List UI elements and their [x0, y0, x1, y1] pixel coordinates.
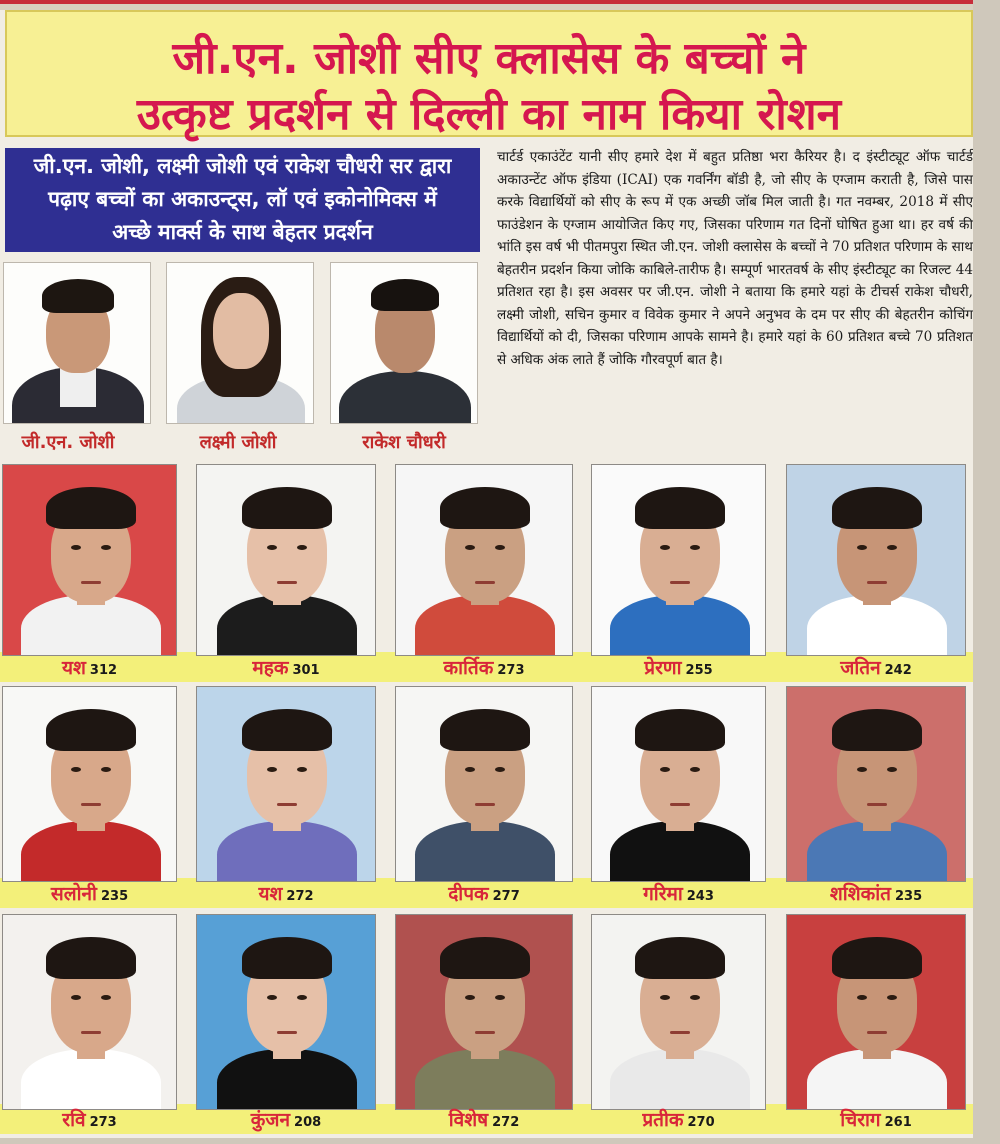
student-photo [786, 686, 966, 882]
student-score: 243 [686, 889, 714, 904]
student-photo [196, 464, 376, 656]
student-photo [196, 914, 376, 1110]
student-name: सलोनी [50, 883, 97, 905]
student-label [196, 654, 376, 680]
student-score: 272 [286, 889, 314, 904]
student-name: चिराग [840, 1109, 881, 1131]
student-score: 242 [884, 663, 912, 678]
student-photo [395, 914, 573, 1110]
teacher-photo [3, 262, 151, 424]
subheadline-box [5, 148, 480, 252]
student-name: कार्तिक [443, 657, 494, 679]
student-name: प्रेरणा [644, 657, 682, 679]
student-name: गरिमा [643, 883, 683, 905]
student-photo [2, 914, 177, 1110]
student-score: 272 [492, 1115, 520, 1130]
student-label [2, 1106, 177, 1132]
student-score: 235 [894, 889, 923, 904]
student-label [196, 1106, 376, 1132]
student-score: 255 [685, 663, 713, 678]
student-score: 235 [100, 889, 129, 904]
student-score: 273 [497, 663, 525, 678]
subheadline-line-1: जी.एन. जोशी, लक्ष्मी जोशी एवं राकेश चौधरी सर द्वारा [33, 154, 452, 178]
student-photo [2, 686, 177, 882]
student-name: प्रतीक [642, 1109, 684, 1131]
student-label [591, 654, 766, 680]
student-name: कुंजन [250, 1109, 291, 1131]
student-label [196, 880, 376, 906]
page-edge [973, 0, 1000, 1144]
student-photo [591, 686, 766, 882]
student-score: 261 [884, 1115, 912, 1130]
student-photo [395, 686, 573, 882]
student-name: रवि [62, 1109, 86, 1131]
student-score: 270 [687, 1115, 715, 1130]
student-label [591, 1106, 766, 1132]
student-photo [2, 464, 177, 656]
student-label [786, 880, 966, 906]
page-edge-bottom [0, 1138, 1000, 1144]
teacher-photo [330, 262, 478, 424]
subheadline-line-2: पढ़ाए बच्चों का अकाउन्ट्स, लॉ एवं इकोनोमिक्स में [48, 187, 437, 211]
student-label [786, 654, 966, 680]
student-photo [786, 464, 966, 656]
headline-line-1: जी.एन. जोशी सीए क्लासेस के बच्चों ने [172, 33, 806, 84]
student-name: यश [61, 657, 86, 679]
student-name: विशेष [448, 1109, 489, 1131]
student-label [786, 1106, 966, 1132]
subheadline-line-3: अच्छे मार्क्स के साथ बेहतर प्रदर्शन [112, 220, 373, 244]
student-photo [591, 914, 766, 1110]
teacher-name: जी.एन. जोशी [21, 432, 115, 453]
teacher-name: राकेश चौधरी [362, 432, 446, 453]
article-body: चार्टर्ड एकाउंटेंट यानी सीए हमारे देश में बहुत प्रतिष्ठा भरा कैरियर है। द इंस्टीट्यूट ऑफ चार्टर्ड अकाउन्टेंट ऑफ इंडिया (ICAI) एक गवर्निंग बॉडी है, जो सीए के एग्जाम कराती है, जिसे पास करके विद्यार्थियों को सीए के रूप में एक अच्छी जॉब मिल जाती है। गत नवम्बर, 2018 में सीए फाउंडेशन के एग्जाम आयोजित किए गए, जिसका परिणाम गत दिनों घोषित हुआ था। हर वर्ष की भांति इस वर्ष भी पीतमपुरा स्थित जी.एन. जोशी क्लासेस के बच्चों ने 70 प्रतिशत परिणाम के साथ बेहतरीन प्रदर्शन किया जोकि काबिले-तारीफ है। सम्पूर्ण भारतवर्ष के सीए इंस्टीट्यूट का रिजल्ट 44 प्रतिशत रहा है। इस अवसर पर जी.एन. जोशी ने बताया कि हमारे यहां के टीचर्स राकेश चौधरी, लक्ष्मी जोशी, सचिन कुमार व विवेक कुमार ने अपने अनुभव के दम पर सीए की बेहतरीन कोचिंग विद्यार्थियों को दी, जिसका परिणाम आपके सामने है। हमारे यहां के 60 प्रतिशत बच्चे 70 प्रतिशत से अधिक अंक लाते हैं जोकि गौरवपूर्ण बात है। [497, 149, 973, 368]
student-photo [591, 464, 766, 656]
student-photo [786, 914, 966, 1110]
student-name: दीपक [448, 883, 489, 905]
headline-line-2: उत्कृष्ट प्रदर्शन से दिल्ली का नाम किया रोशन [136, 89, 842, 140]
student-name: जतिन [840, 657, 881, 679]
student-score: 301 [292, 663, 320, 678]
student-score: 208 [294, 1115, 322, 1130]
student-name: महक [252, 657, 289, 679]
student-name: यश [258, 883, 283, 905]
student-label [395, 1106, 573, 1132]
student-label [2, 880, 177, 906]
student-name: शशिकांत [829, 883, 891, 905]
student-score: 277 [492, 889, 520, 904]
student-label [2, 654, 177, 680]
student-photo [196, 686, 376, 882]
student-photo [395, 464, 573, 656]
student-label [591, 880, 766, 906]
teacher-name: लक्ष्मी जोशी [199, 432, 277, 453]
student-label [395, 880, 573, 906]
teacher-photo [166, 262, 314, 424]
headline-box [5, 10, 973, 140]
top-red-rule [0, 0, 1000, 4]
student-label [395, 654, 573, 680]
student-score: 312 [89, 663, 118, 678]
student-score: 273 [89, 1115, 117, 1130]
